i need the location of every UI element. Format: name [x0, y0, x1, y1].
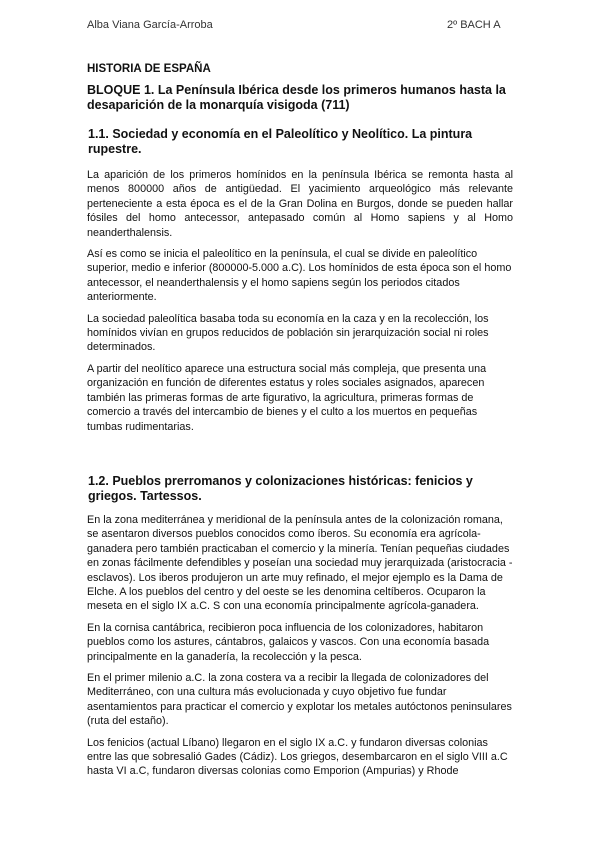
- paragraph: En el primer milenio a.C. la zona costera va a recibir la llegada de colonizadores del Mediterráneo, con una cultura más evolucionada y cuyo objetivo fue fundar asentamientos para practicar el comercio y explotar los metales autóctonos peninsulares (ruta del estaño).: [87, 671, 512, 728]
- paragraph: Los fenicios (actual Líbano) llegaron en el siglo IX a.C. y fundaron diversas colonias entre las que sobresalió Gades (Cádiz). Los griegos, desembarcaron en el siglo VIII a.C hasta VI a.C, fundaron diversas colonias como Emporion (Ampurias) y Rhode: [87, 736, 508, 778]
- document-body: [87, 63, 513, 786]
- paragraph: Así es como se inicia el paleolítico en la península, el cual se divide en paleolítico superior, medio e inferior (800000-5.000 a.C). Los homínidos de esta época son el homo antecessor, el neanderthalensis y el homo sapiens según los periodos citados anteriormente.: [87, 248, 512, 304]
- section-heading-1-1: 1.1. Sociedad y economía en el Paleolítico y Neolítico. La pintura rupestre.: [88, 127, 473, 156]
- paragraph: En la cornisa cantábrica, recibieron poca influencia de los colonizadores, habitaron pueblos como los astures, cántabros, galaicos y vascos. Con una economía basada principalmente en la ganadería, la recolección y la pesca.: [87, 621, 490, 663]
- section-heading-1-2: 1.2. Pueblos prerromanos y colonizaciones históricas: fenicios y griegos. Tartessos.: [88, 473, 473, 503]
- header-course: 2º BACH A: [447, 19, 501, 31]
- paragraph: La aparición de los primeros homínidos en la península Ibérica se remonta hasta al menos 800000 años de antigüedad. El yacimiento arqueológico más relevante perteneciente a esta época es el de la Gran Dolina en Burgos, donde se pueden hallar fósiles del homo antecessor, antepasado común al Homo sapiens y al Homo neanderthalensis.: [87, 169, 513, 239]
- header-author: Alba Viana García-Arroba: [87, 19, 213, 31]
- paragraph: A partir del neolítico aparece una estructura social más compleja, que presenta una organización en función de diferentes estatus y roles sociales asignados, aparecen también las primeras formas de arte figurativo, la agricultura, primeras formas de comercio a través del intercambio de bienes y el culto a los muertos en pequeñas tumbas rudimentarias.: [87, 362, 487, 433]
- document-title: HISTORIA DE ESPAÑA: [87, 63, 211, 75]
- paragraph: La sociedad paleolítica basaba toda su economía en la caza y en la recolección, los homínidos vivían en grupos reducidos de población sin jerarquización social ni roles determinados.: [87, 312, 489, 354]
- bloque-heading: BLOQUE 1. La Península Ibérica desde los primeros humanos hasta la desaparición de la monarquía visigoda (711): [87, 83, 506, 112]
- paragraph: En la zona mediterránea y meridional de la península antes de la colonización romana, se asentaron diversos pueblos conocidos como íberos. Su economía era agrícola-ganadera pero también practicaban el comercio y la minería. Tenían pequeñas ciudades en zonas fácilmente defendibles y poseían una sociedad muy jerarquizada (aristocracia - esclavos). Los iberos produjeron un arte muy refinado, el mejor ejemplo es la Dama de Elche. A los pueblos del centro y del oeste se les denomina celtíberos. Ocuparon la meseta en el siglo IX a.C. S con una economía principalmente agrícola-ganadera.: [87, 513, 513, 613]
